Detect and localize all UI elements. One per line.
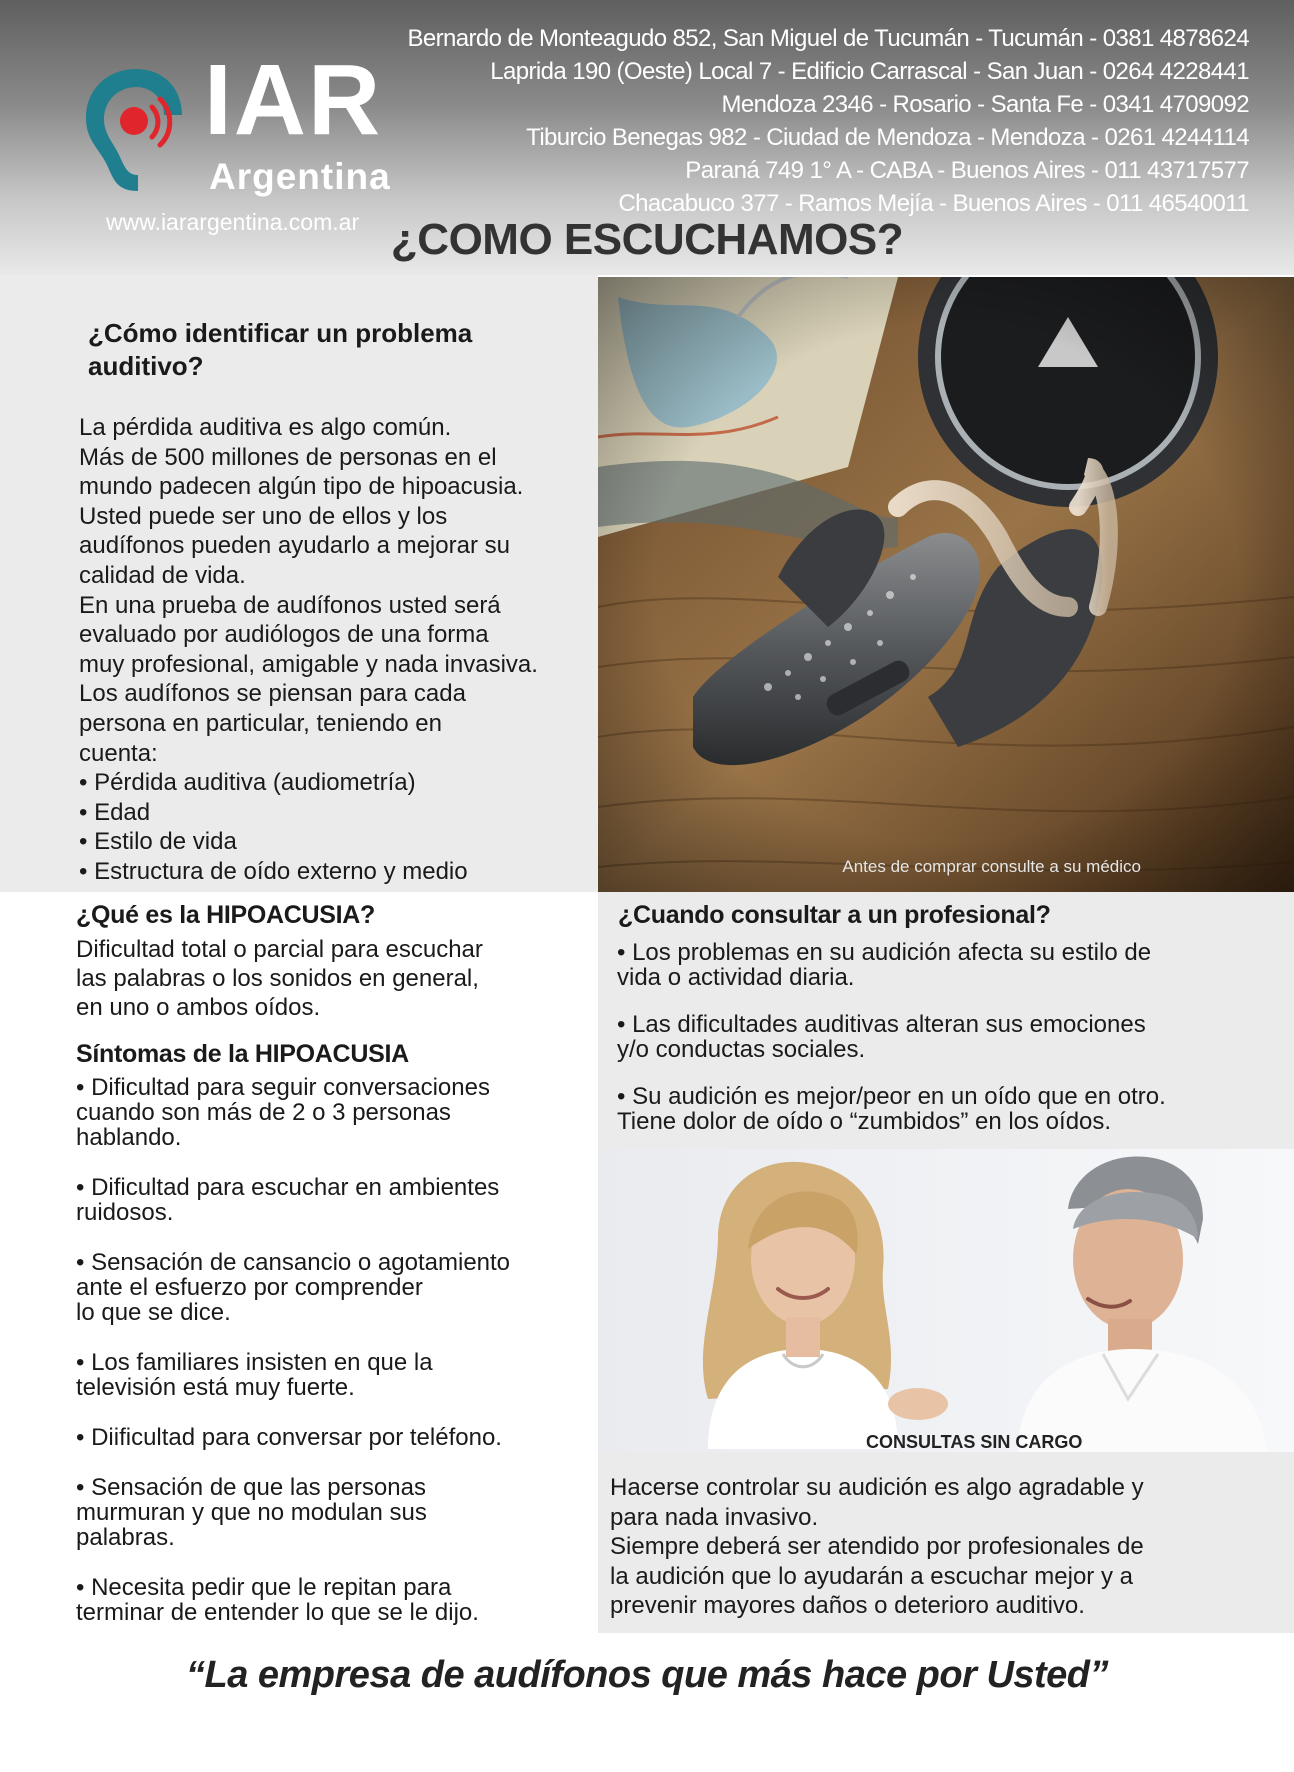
- address-line: Bernardo de Monteagudo 852, San Miguel de Tucumán - Tucumán - 0381 4878624: [407, 25, 1249, 52]
- symptom-line: • Los familiares insisten en que la: [76, 1349, 433, 1376]
- intro-line: mundo padecen algún tipo de hipoacusia.: [79, 473, 524, 501]
- address-line: Chacabuco 377 - Ramos Mejía - Buenos Aires - 011 46540011: [618, 190, 1249, 217]
- page-title: ¿COMO ESCUCHAMOS?: [390, 215, 904, 264]
- symptom-line: murmuran y que no modulan sus: [76, 1499, 427, 1526]
- symptom-line: • Diificultad para conversar por teléfono.: [76, 1424, 502, 1451]
- symptom-line: • Dificultad para escuchar en ambientes: [76, 1174, 500, 1201]
- consult-line: • Los problemas en su audición afecta su estilo de: [617, 939, 1152, 966]
- list-item: [76, 1075, 596, 1150]
- info-line: Siempre deberá ser atendido por profesionales de: [610, 1533, 1144, 1561]
- intro-line: evaluado por audiólogos de una forma: [79, 621, 489, 649]
- symptom-line: • Dificultad para seguir conversaciones: [76, 1074, 490, 1101]
- address-line: Tiburcio Benegas 982 - Ciudad de Mendoza - Mendoza - 0261 4244114: [526, 124, 1249, 151]
- photo-caption: Antes de comprar consulte a su médico: [842, 857, 1141, 876]
- consult-line: y/o conductas sociales.: [617, 1036, 866, 1063]
- symptom-line: ante el esfuerzo por comprender: [76, 1274, 423, 1301]
- definition-line: en uno o ambos oídos.: [76, 994, 321, 1021]
- intro-line: Más de 500 millones de personas en el: [79, 443, 497, 471]
- intro-line: Los audífonos se piensan para cada: [79, 680, 466, 708]
- hipoacusia-heading: ¿Qué es la HIPOACUSIA?: [76, 901, 376, 929]
- symptom-line: terminar de entender lo que se le dijo.: [76, 1599, 479, 1626]
- intro-bullet: • Estructura de oído externo y medio: [79, 857, 468, 885]
- intro-line: En una prueba de audífonos usted será: [79, 591, 501, 619]
- ear-logo-icon: [78, 63, 188, 203]
- logo-subtitle: Argentina: [209, 156, 391, 197]
- consult-heading: ¿Cuando consultar a un profesional?: [618, 901, 1051, 929]
- list-item: [617, 1012, 1277, 1062]
- couple-photo: [598, 1149, 1294, 1452]
- list-item: [617, 940, 1277, 990]
- address-line: Paraná 749 1° A - CABA - Buenos Aires - 011 43717577: [685, 157, 1249, 184]
- intro-line: calidad de vida.: [79, 561, 246, 589]
- free-consultation-label: CONSULTAS SIN CARGO: [866, 1432, 1083, 1452]
- symptom-line: televisión está muy fuerte.: [76, 1374, 355, 1401]
- symptom-line: • Sensación de cansancio o agotamiento: [76, 1249, 511, 1276]
- list-item: [76, 1175, 596, 1225]
- list-item: [76, 1350, 596, 1400]
- intro-body: [79, 413, 599, 887]
- intro-line: cuenta:: [79, 739, 158, 767]
- intro-bullet: • Edad: [79, 798, 151, 826]
- info-line: la audición que lo ayudarán a escuchar mejor y a: [610, 1562, 1133, 1590]
- info-line: prevenir mayores daños o deterioro auditivo.: [610, 1592, 1085, 1620]
- intro-line: La pérdida auditiva es algo común.: [79, 414, 452, 441]
- symptom-line: ruidosos.: [76, 1199, 174, 1226]
- hearing-aid-illustration: [598, 277, 1294, 892]
- list-item: [76, 1250, 596, 1325]
- list-item: [76, 1475, 596, 1550]
- symptom-line: cuando son más de 2 o 3 personas: [76, 1099, 451, 1126]
- list-item: [76, 1575, 596, 1625]
- sintomas-heading: Síntomas de la HIPOACUSIA: [76, 1040, 409, 1068]
- hearing-aid-photo: [598, 277, 1294, 892]
- intro-heading: [88, 317, 568, 383]
- intro-bullet: • Estilo de vida: [79, 828, 237, 856]
- intro-heading-line: ¿Cómo identificar un problema: [88, 318, 473, 348]
- definition-line: las palabras o los sonidos en general,: [76, 965, 479, 992]
- symptom-line: • Sensación de que las personas: [76, 1474, 426, 1501]
- list-item: [76, 1425, 596, 1450]
- website-link[interactable]: www.iarargentina.com.ar: [106, 209, 360, 235]
- consult-line: • Su audición es mejor/peor en un oído que en otro.: [617, 1083, 1166, 1110]
- address-list: [349, 22, 1249, 220]
- couple-illustration: [598, 1149, 1294, 1452]
- bottom-info-text: [610, 1473, 1280, 1621]
- intro-line: audífonos pueden ayudarlo a mejorar su: [79, 532, 510, 560]
- info-line: Hacerse controlar su audición es algo agradable y: [610, 1474, 1144, 1501]
- intro-line: muy profesional, amigable y nada invasiva.: [79, 650, 538, 678]
- symptom-line: lo que se dice.: [76, 1299, 231, 1326]
- intro-line: persona en particular, teniendo en: [79, 709, 442, 737]
- symptoms-list: [76, 1075, 596, 1650]
- address-line: Laprida 190 (Oeste) Local 7 - Edificio Carrascal - San Juan - 0264 4228441: [490, 58, 1249, 85]
- definition-line: Dificultad total o parcial para escuchar: [76, 936, 483, 963]
- intro-bullet: • Pérdida auditiva (audiometría): [79, 769, 416, 797]
- consult-line: • Las dificultades auditivas alteran sus emociones: [617, 1011, 1146, 1038]
- list-item: [617, 1084, 1277, 1134]
- intro-line: Usted puede ser uno de ellos y los: [79, 502, 448, 530]
- intro-heading-line: auditivo?: [88, 351, 204, 381]
- address-line: Mendoza 2346 - Rosario - Santa Fe - 0341 4709092: [721, 91, 1249, 118]
- slogan: “La empresa de audífonos que más hace por Usted”: [185, 1654, 1109, 1696]
- symptom-line: palabras.: [76, 1524, 175, 1551]
- symptom-line: hablando.: [76, 1124, 182, 1151]
- info-line: para nada invasivo.: [610, 1503, 819, 1531]
- consult-line: Tiene dolor de oído o “zumbidos” en los oídos.: [617, 1108, 1112, 1135]
- hipoacusia-definition: [76, 935, 596, 1022]
- consult-line: vida o actividad diaria.: [617, 964, 855, 991]
- consult-list: [617, 940, 1277, 1156]
- symptom-line: • Necesita pedir que le repitan para: [76, 1574, 452, 1601]
- logo-wordmark: IAR: [204, 44, 383, 156]
